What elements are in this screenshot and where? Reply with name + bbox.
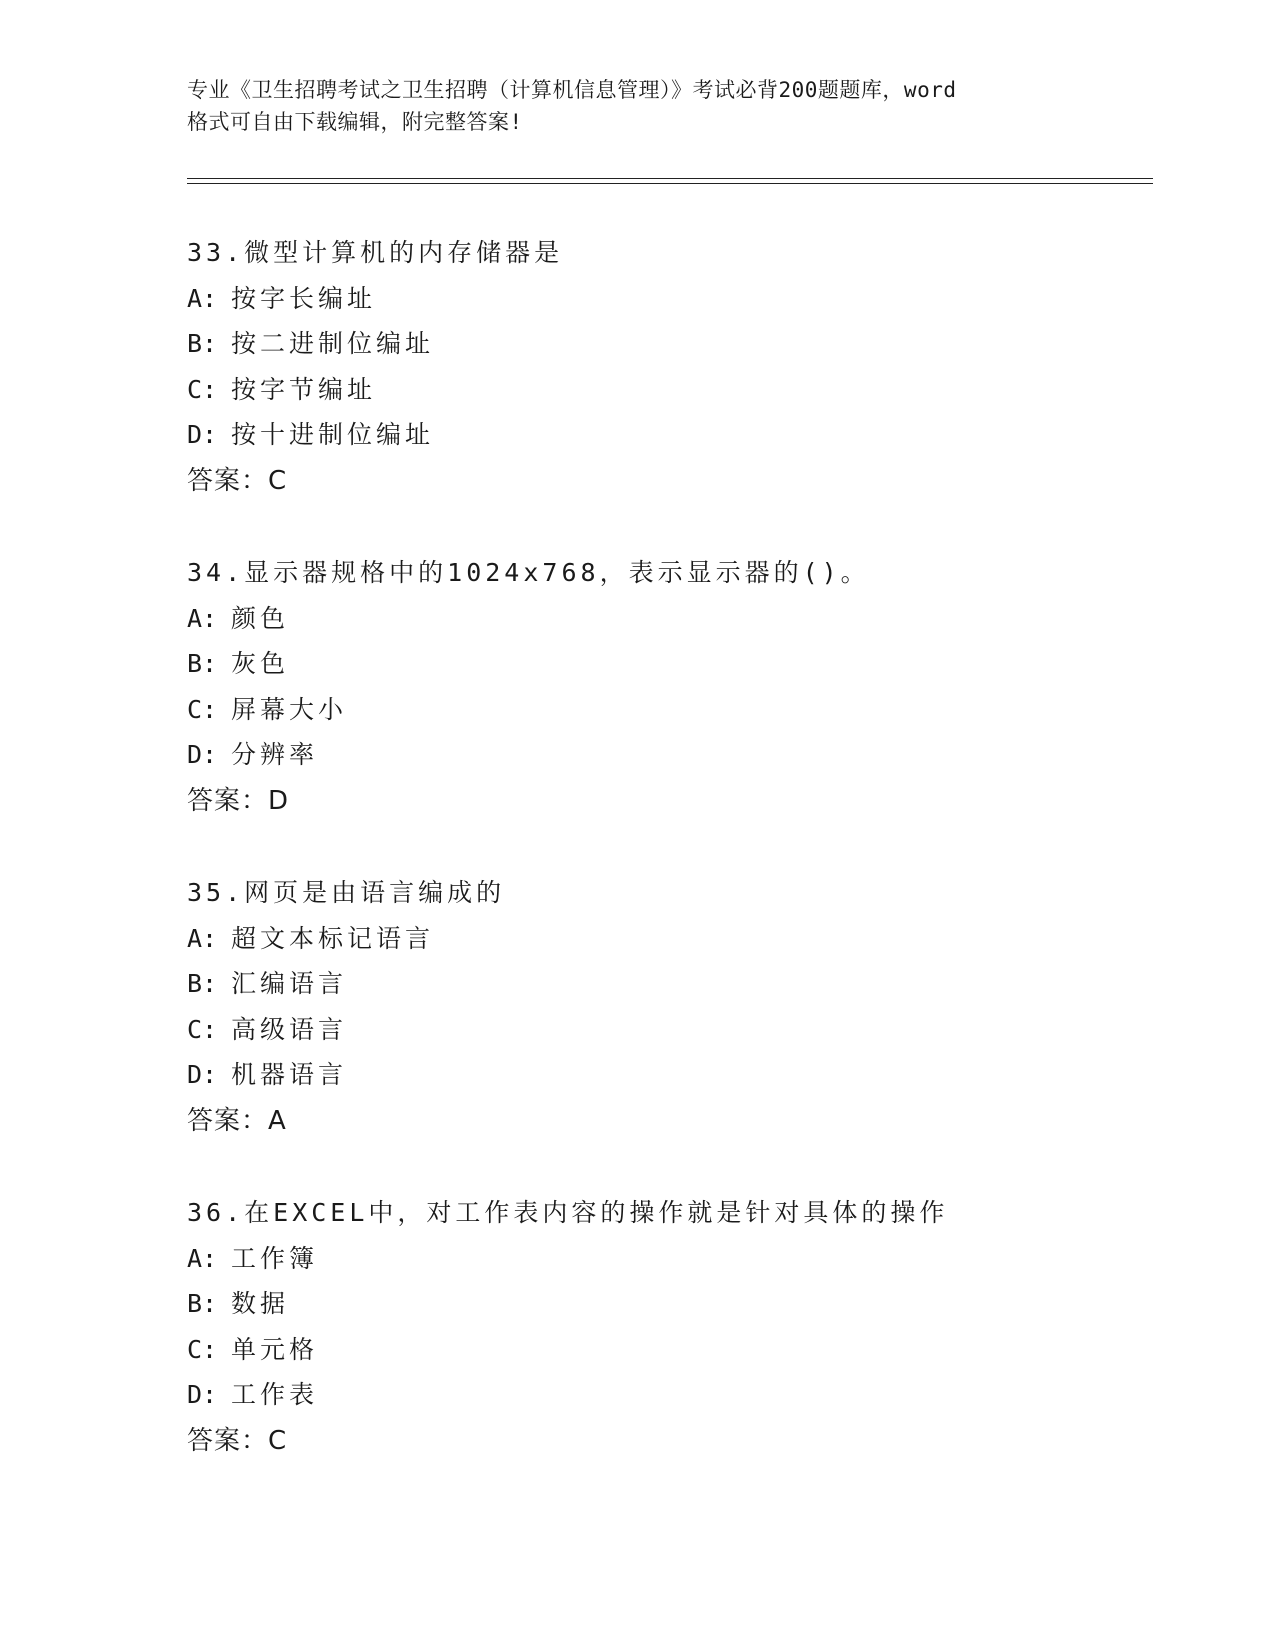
option-b <box>187 969 1137 1015</box>
option-c <box>187 1335 1137 1381</box>
option-text: 机器语言 <box>231 1060 348 1090</box>
option-letter: B: <box>187 329 218 359</box>
option-a <box>187 1244 1137 1290</box>
option-text: 工作表 <box>231 1380 319 1410</box>
option-letter: A: <box>187 1243 218 1273</box>
option-text: 按字节编址 <box>231 374 377 404</box>
answer-line: 答案：D <box>187 785 290 816</box>
question-33 <box>187 238 1137 512</box>
option-letter: D: <box>187 420 218 450</box>
option-text: 超文本标记语言 <box>231 923 435 953</box>
option-b <box>187 649 1137 695</box>
option-text: 单元格 <box>231 1334 319 1364</box>
question-35 <box>187 878 1137 1152</box>
option-a <box>187 284 1137 330</box>
question-title: 34.显示器规格中的1024x768，表示显示器的()。 <box>187 558 870 587</box>
option-letter: A: <box>187 283 218 313</box>
option-d <box>187 740 1137 786</box>
option-b <box>187 329 1137 375</box>
option-c <box>187 375 1137 421</box>
option-letter: C: <box>187 694 218 724</box>
question-title: 35.网页是由语言编成的 <box>187 878 506 907</box>
option-text: 按二进制位编址 <box>231 329 435 359</box>
option-text: 屏幕大小 <box>231 694 348 724</box>
option-text: 高级语言 <box>231 1014 348 1044</box>
question-36 <box>187 1198 1137 1472</box>
option-letter: C: <box>187 1014 218 1044</box>
option-b <box>187 1289 1137 1335</box>
option-letter: B: <box>187 1289 218 1319</box>
question-title: 33.微型计算机的内存储器是 <box>187 238 564 267</box>
option-text: 按十进制位编址 <box>231 420 435 450</box>
option-letter: D: <box>187 1380 218 1410</box>
answer-line: 答案：C <box>187 465 288 496</box>
option-d <box>187 420 1137 466</box>
option-letter: A: <box>187 603 218 633</box>
document-header <box>187 74 1087 138</box>
header-line-1: 专业《卫生招聘考试之卫生招聘（计算机信息管理）》考试必背200题题库，word <box>187 78 957 102</box>
header-line-2: 格式可自由下载编辑，附完整答案! <box>187 110 523 134</box>
option-text: 按字长编址 <box>231 283 377 313</box>
option-a <box>187 924 1137 970</box>
option-text: 颜色 <box>231 603 290 633</box>
option-letter: C: <box>187 374 218 404</box>
option-a <box>187 604 1137 650</box>
question-34 <box>187 558 1137 832</box>
option-text: 汇编语言 <box>231 969 348 999</box>
option-letter: D: <box>187 740 218 770</box>
option-d <box>187 1060 1137 1106</box>
question-title: 36.在EXCEL中，对工作表内容的操作就是针对具体的操作 <box>187 1198 949 1227</box>
option-letter: B: <box>187 649 218 679</box>
option-text: 灰色 <box>231 649 290 679</box>
option-text: 分辨率 <box>231 740 319 770</box>
option-letter: A: <box>187 923 218 953</box>
answer-line: 答案：C <box>187 1425 288 1456</box>
header-divider-bottom <box>187 183 1153 184</box>
option-d <box>187 1380 1137 1426</box>
option-c <box>187 695 1137 741</box>
option-text: 数据 <box>231 1289 290 1319</box>
option-text: 工作簿 <box>231 1243 319 1273</box>
option-letter: C: <box>187 1334 218 1364</box>
option-c <box>187 1015 1137 1061</box>
option-letter: D: <box>187 1060 218 1090</box>
answer-line: 答案：A <box>187 1105 287 1136</box>
option-letter: B: <box>187 969 218 999</box>
header-divider-top <box>187 178 1153 179</box>
